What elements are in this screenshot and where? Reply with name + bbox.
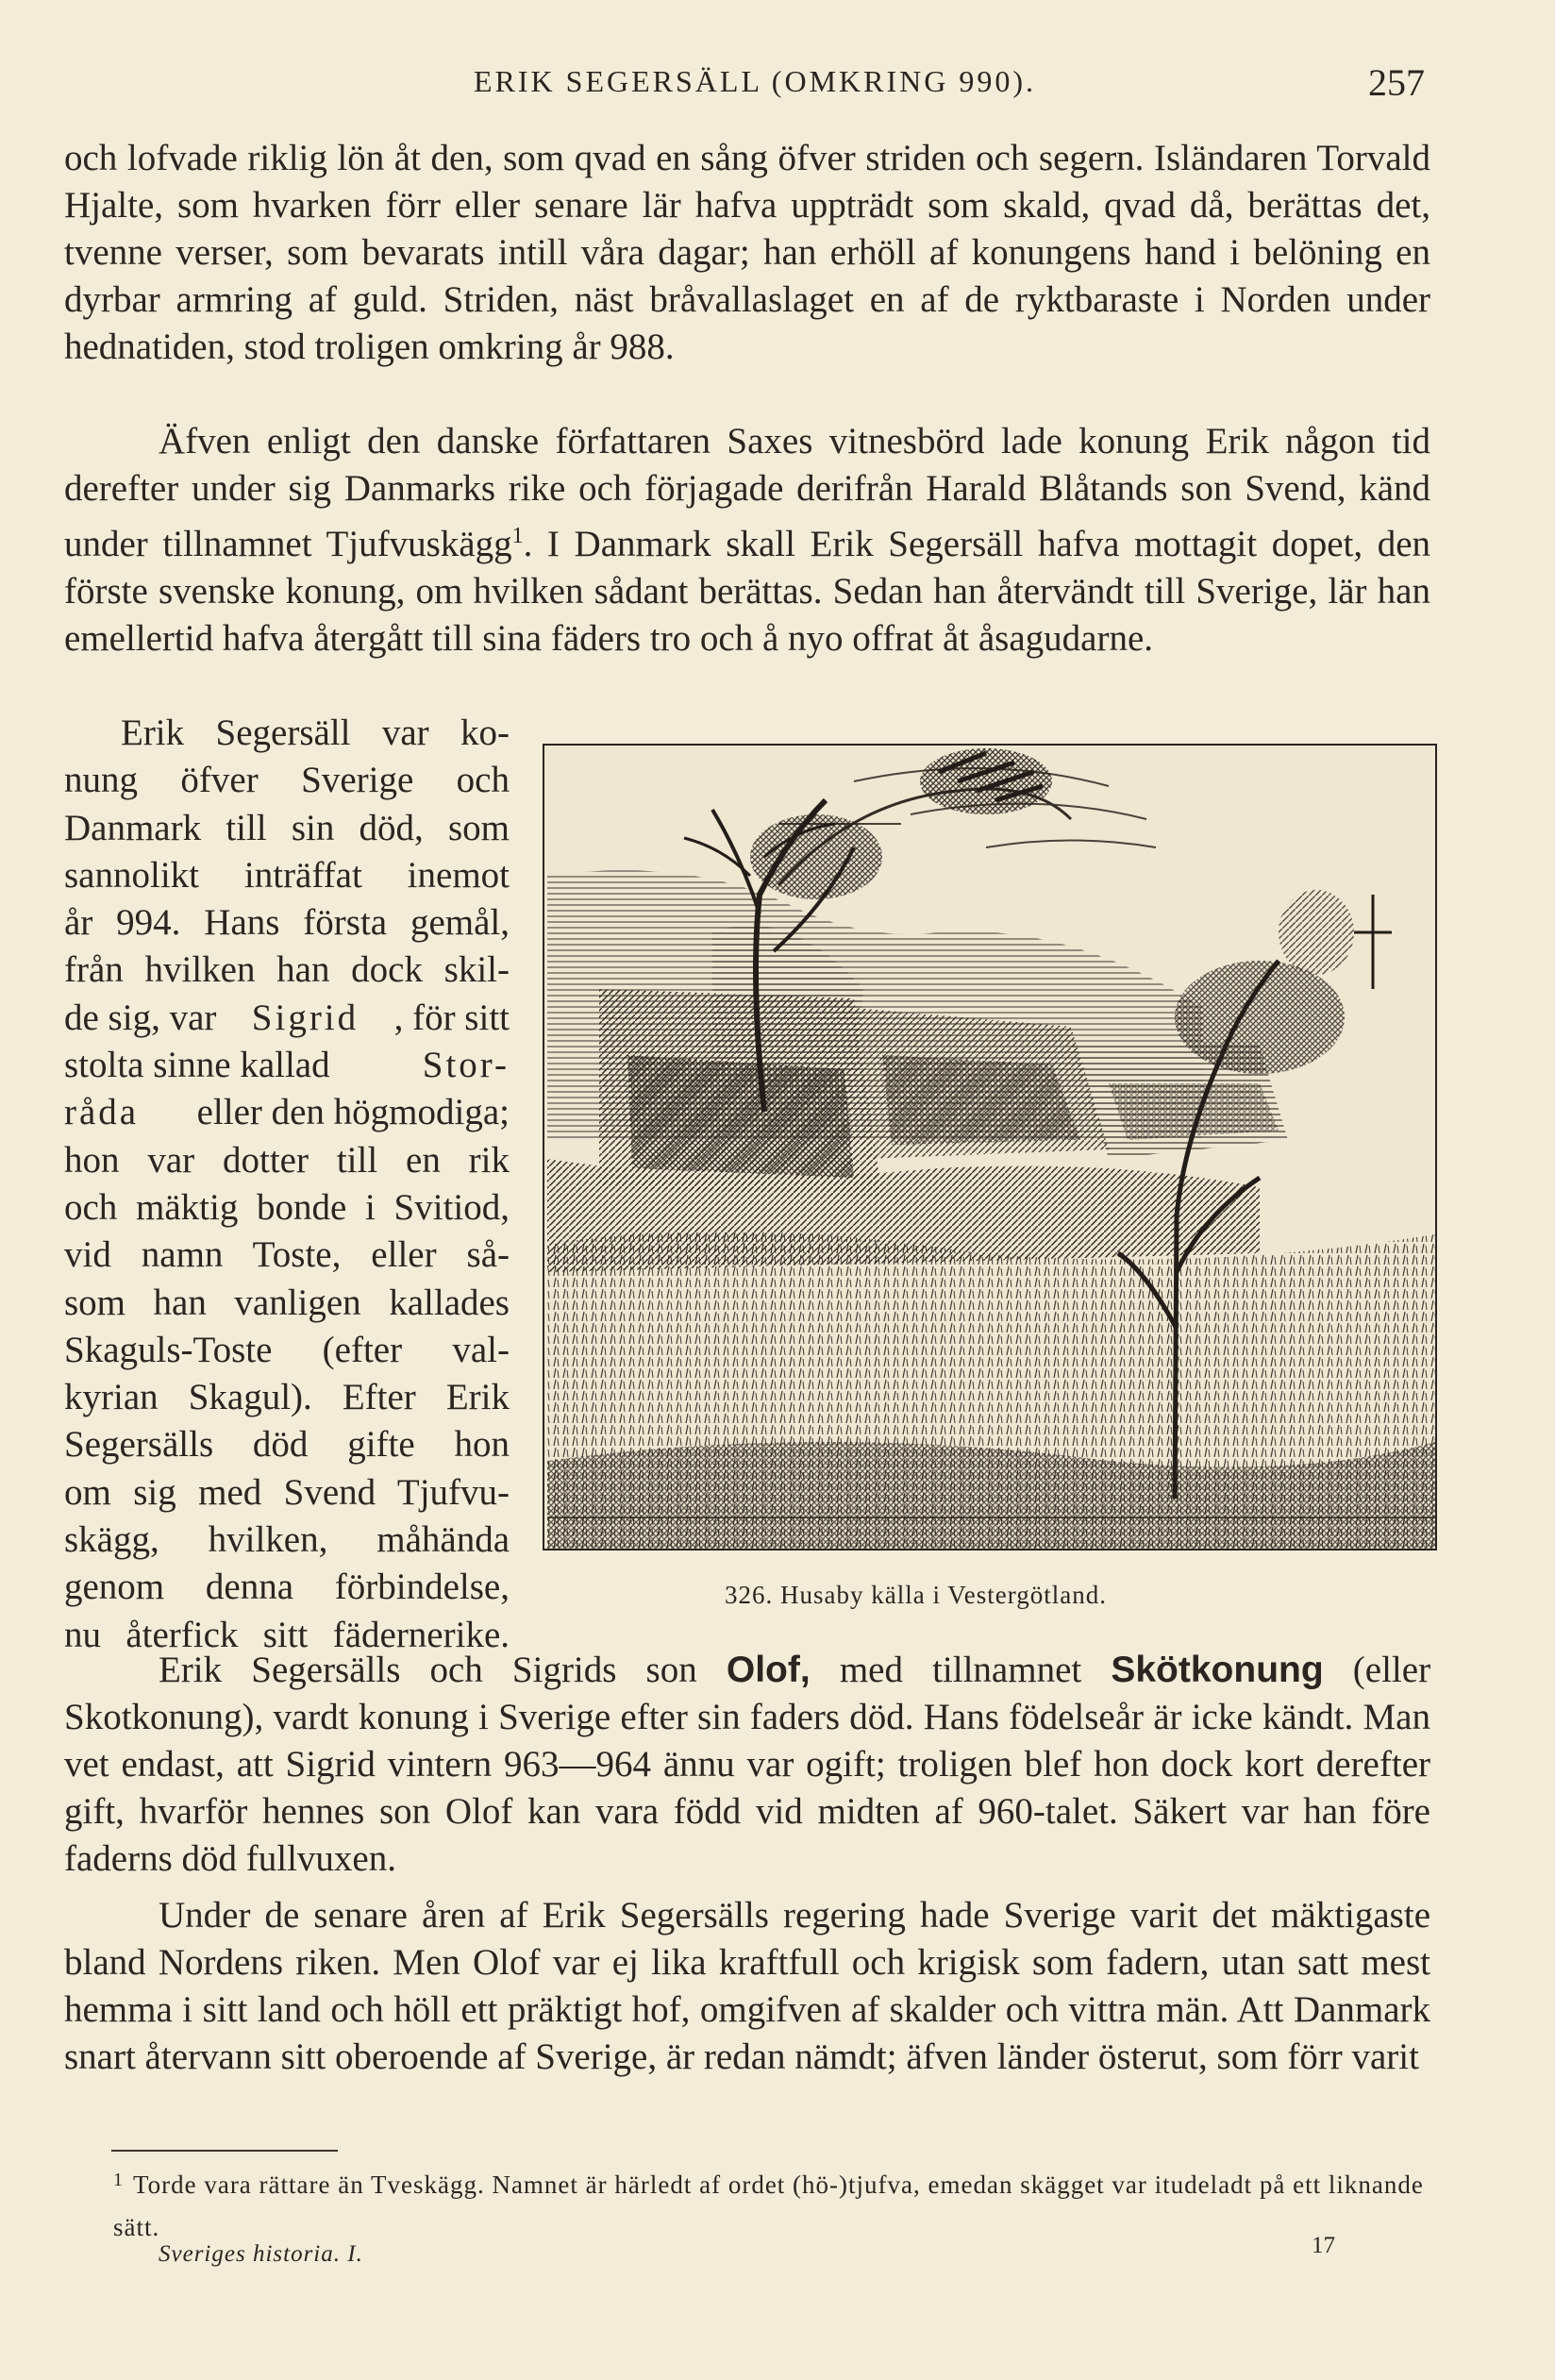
text-line [64, 1089, 510, 1136]
wrapped-text-column [64, 710, 510, 1659]
text-line: Erik Segersäll var ko- [121, 712, 510, 753]
epithet-skotkonung: Skötkonung [1111, 1650, 1324, 1690]
paragraph-2 [64, 418, 1430, 662]
text-fragment: stolta sinne kallad [64, 1045, 330, 1086]
footnote [113, 2159, 1434, 2249]
footnote-mark: 1 [113, 2170, 124, 2190]
epithet-storrada-a: Stor- [422, 1045, 510, 1086]
text-line: genom denna förbindelse, [64, 1567, 510, 1608]
text-line: nu återfick sitt fädernerike. [64, 1614, 510, 1655]
text-line [64, 995, 510, 1042]
text-fragment: eller den högmodiga; [196, 1092, 510, 1133]
page-number: 257 [1368, 61, 1425, 104]
text-line: nung öfver Sverige och [64, 760, 510, 801]
footnote-rule [111, 2150, 338, 2152]
signature-mark: Sveriges historia. I. [159, 2241, 363, 2267]
name-sigrid: Sigrid [251, 997, 359, 1038]
footnote-reference: 1 [511, 524, 524, 548]
text-fragment: de sig, var [64, 997, 217, 1038]
paragraph-2-text-b: . I Danmark skall Erik Segersäll hafva mottagit dopet, den förste svenske konung, om hvilken sådant berättas. Sedan han återvändt till Sverige, lär han emellertid hafva återgått till sina fäders tro och å nyo offrat åt åsagudarne. [64, 524, 1431, 659]
name-olof: Olof, [726, 1650, 811, 1690]
engraving-illustration [543, 744, 1437, 1550]
text-line: om sig med Svend Tjufvu- [64, 1471, 510, 1513]
text-line: kyrian Skagul). Efter Erik [64, 1377, 510, 1418]
running-head [66, 59, 1444, 106]
paragraph-2-text-a: Äfven enligt den danske författaren Saxes vitnesbörd lade konung Erik någon tid derefter under sig Danmarks rike och förjagade derifrån Harald Blåtands son Svend, känd under tillnamnet Tjufvuskägg [64, 421, 1430, 564]
paragraph-3 [64, 1647, 1430, 1883]
signature-number: 17 [1312, 2233, 1335, 2258]
footnote-text: Torde vara rättare än Tveskägg. Namnet är härledt af ordet (hö-)tjufva, emedan skägget var itudeladt på ett liknande sätt. [113, 2170, 1424, 2241]
text-line [64, 1042, 510, 1089]
text-line: Danmark till sin död, som [64, 807, 510, 848]
figure-caption: 326. Husaby källa i Vestergötland. [725, 1581, 1107, 1609]
text-line: skägg, hvilken, måhända [64, 1519, 510, 1561]
paragraph-3-text-a: Erik Segersälls och Sigrids son [159, 1650, 697, 1690]
paragraph-3-text-b: med tillnamnet [839, 1650, 1082, 1690]
paragraph-3-text-c: (eller Skotkonung), vardt konung i Sverige efter sin faders död. Hans födelseår är icke kändt. Man vet endast, att Sigrid vintern 963—964 ännu var ogift; troligen blef hon dock kort derefter gift, hvarför hennes son Olof kan vara född vid midten af 960-talet. Säkert var han före faderns död fullvuxen. [64, 1650, 1431, 1879]
text-line: hon var dotter till en rik [64, 1139, 510, 1181]
running-title: ERIK SEGERSÄLL (OMKRING 990). [473, 64, 1036, 98]
epithet-storrada-b: råda [64, 1092, 140, 1133]
text-line: år 994. Hans första gemål, [64, 902, 510, 944]
text-line: vid namn Toste, eller så- [64, 1234, 510, 1276]
paragraph-1: och lofvade riklig lön åt den, som qvad en sång öfver striden och segern. Isländaren Torvald Hjalte, som hvarken förr eller senare lär hafva uppträdt som skald, qvad då, berättas det, tvenne verser, som bevarats intill våra dagar; han erhöll af konungens hand i belöning en dyrbar armring af guld. Striden, näst bråvallaslaget en af de ryktbaraste i Norden under hednatiden, stod troligen omkring år 988. [64, 138, 1430, 367]
text-line: sannolikt inträffat inemot [64, 854, 510, 896]
engraving-figure [543, 744, 1437, 1550]
text-line: från hvilken han dock skil- [64, 949, 510, 991]
text-fragment: , för sitt [393, 997, 510, 1038]
paragraph-4: Under de senare åren af Erik Segersälls regering hade Sverige varit det mäktigaste bland Nordens riken. Men Olof var ej lika kraftfull och krigisk som fadern, utan satt mest hemma i sitt land och höll ett präktigt hof, omgifven af skalder och vittra män. Att Danmark snart återvann sitt oberoende af Sverige, är redan nämdt; äfven länder österut, som förr varit [64, 1895, 1430, 2077]
text-line: som han vanligen kallades [64, 1282, 510, 1323]
text-line: Segersälls död gifte hon [64, 1424, 510, 1466]
text-line: och mäktig bonde i Svitiod, [64, 1186, 510, 1228]
text-line: Skaguls-Toste (efter val- [64, 1329, 510, 1370]
